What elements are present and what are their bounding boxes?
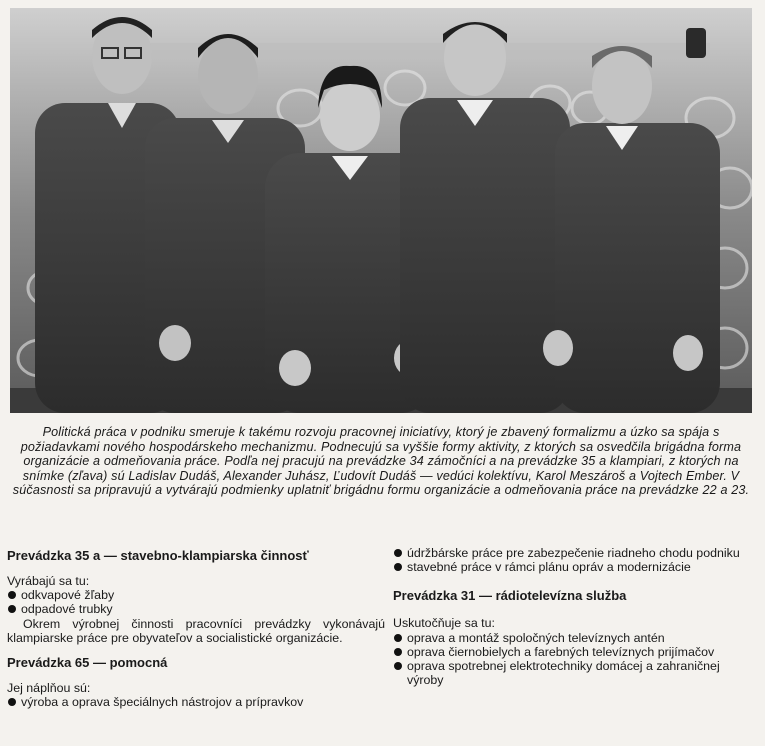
section-65-list [7,695,385,709]
right-column [393,546,757,687]
workers-photo-illustration [10,8,752,413]
section-35a-paragraph: Okrem výrobnej činnosti pracovníci prevádzky vykonávajú klampiarske práce pre obyvateľov a socialistické organizácie. [7,616,385,645]
photo-caption: Politická práca v podniku smeruje k takému rozvoju pracovnej iniciatívy, ktorý je zbavený formalizmu a úzko sa spája s požiadavkami nového hospodárskeho mechanizmu. Podnecujú sa vyššie formy aktivity, z ktorých sa osvedčila brigádna forma organizácie a odmeňovania práce. Podľa nej pracujú na prevádzke 34 zámočníci a na prevádzke 35 a klampiari, z ktorých na snímke (zľava) sú Ladislav Dudáš, Alexander Juhász, Ľudovít Dudáš — vedúci kolektívu, Karol Meszároš a Vojtech Ember. V súčasnosti sa pripravujú a vytvárajú podmienky uplatniť brigádnu formu organizácie a odmeňovania práce na prevádzke 22 a 23. [12,425,750,498]
section-31-list [393,631,757,688]
list-item: údržbárske práce pre zabezpečenie riadneho chodu podniku [393,546,757,560]
list-item: oprava spotrebnej elektrotechniky domácej a zahraničnej výroby [393,659,757,687]
extinguisher [686,28,706,58]
section-31-heading: Prevádzka 31 — rádiotelevízna služba [393,588,627,604]
group-photo [10,8,752,413]
list-item: odpadové trubky [7,602,385,616]
list-item: odkvapové žľaby [7,588,385,602]
left-column [7,548,385,709]
section-35a-intro: Vyrábajú sa tu: [7,574,90,588]
list-item: výroba a oprava špeciálnych nástrojov a prípravkov [7,695,385,709]
list-item: oprava a montáž spoločných televíznych antén [393,631,757,645]
list-item: oprava čiernobielych a farebných televíznych prijímačov [393,645,757,659]
list-item: stavebné práce v rámci plánu opráv a modernizácie [393,560,757,574]
section-35a-list [7,588,385,616]
section-65-list-continued [393,546,757,574]
section-35a-heading: Prevádzka 35 a — stavebno-klampiarska činnosť [7,548,309,563]
section-65-heading: Prevádzka 65 — pomocná [7,655,168,671]
section-31-intro: Uskutočňuje sa tu: [393,616,495,631]
section-65-intro: Jej náplňou sú: [7,681,91,696]
